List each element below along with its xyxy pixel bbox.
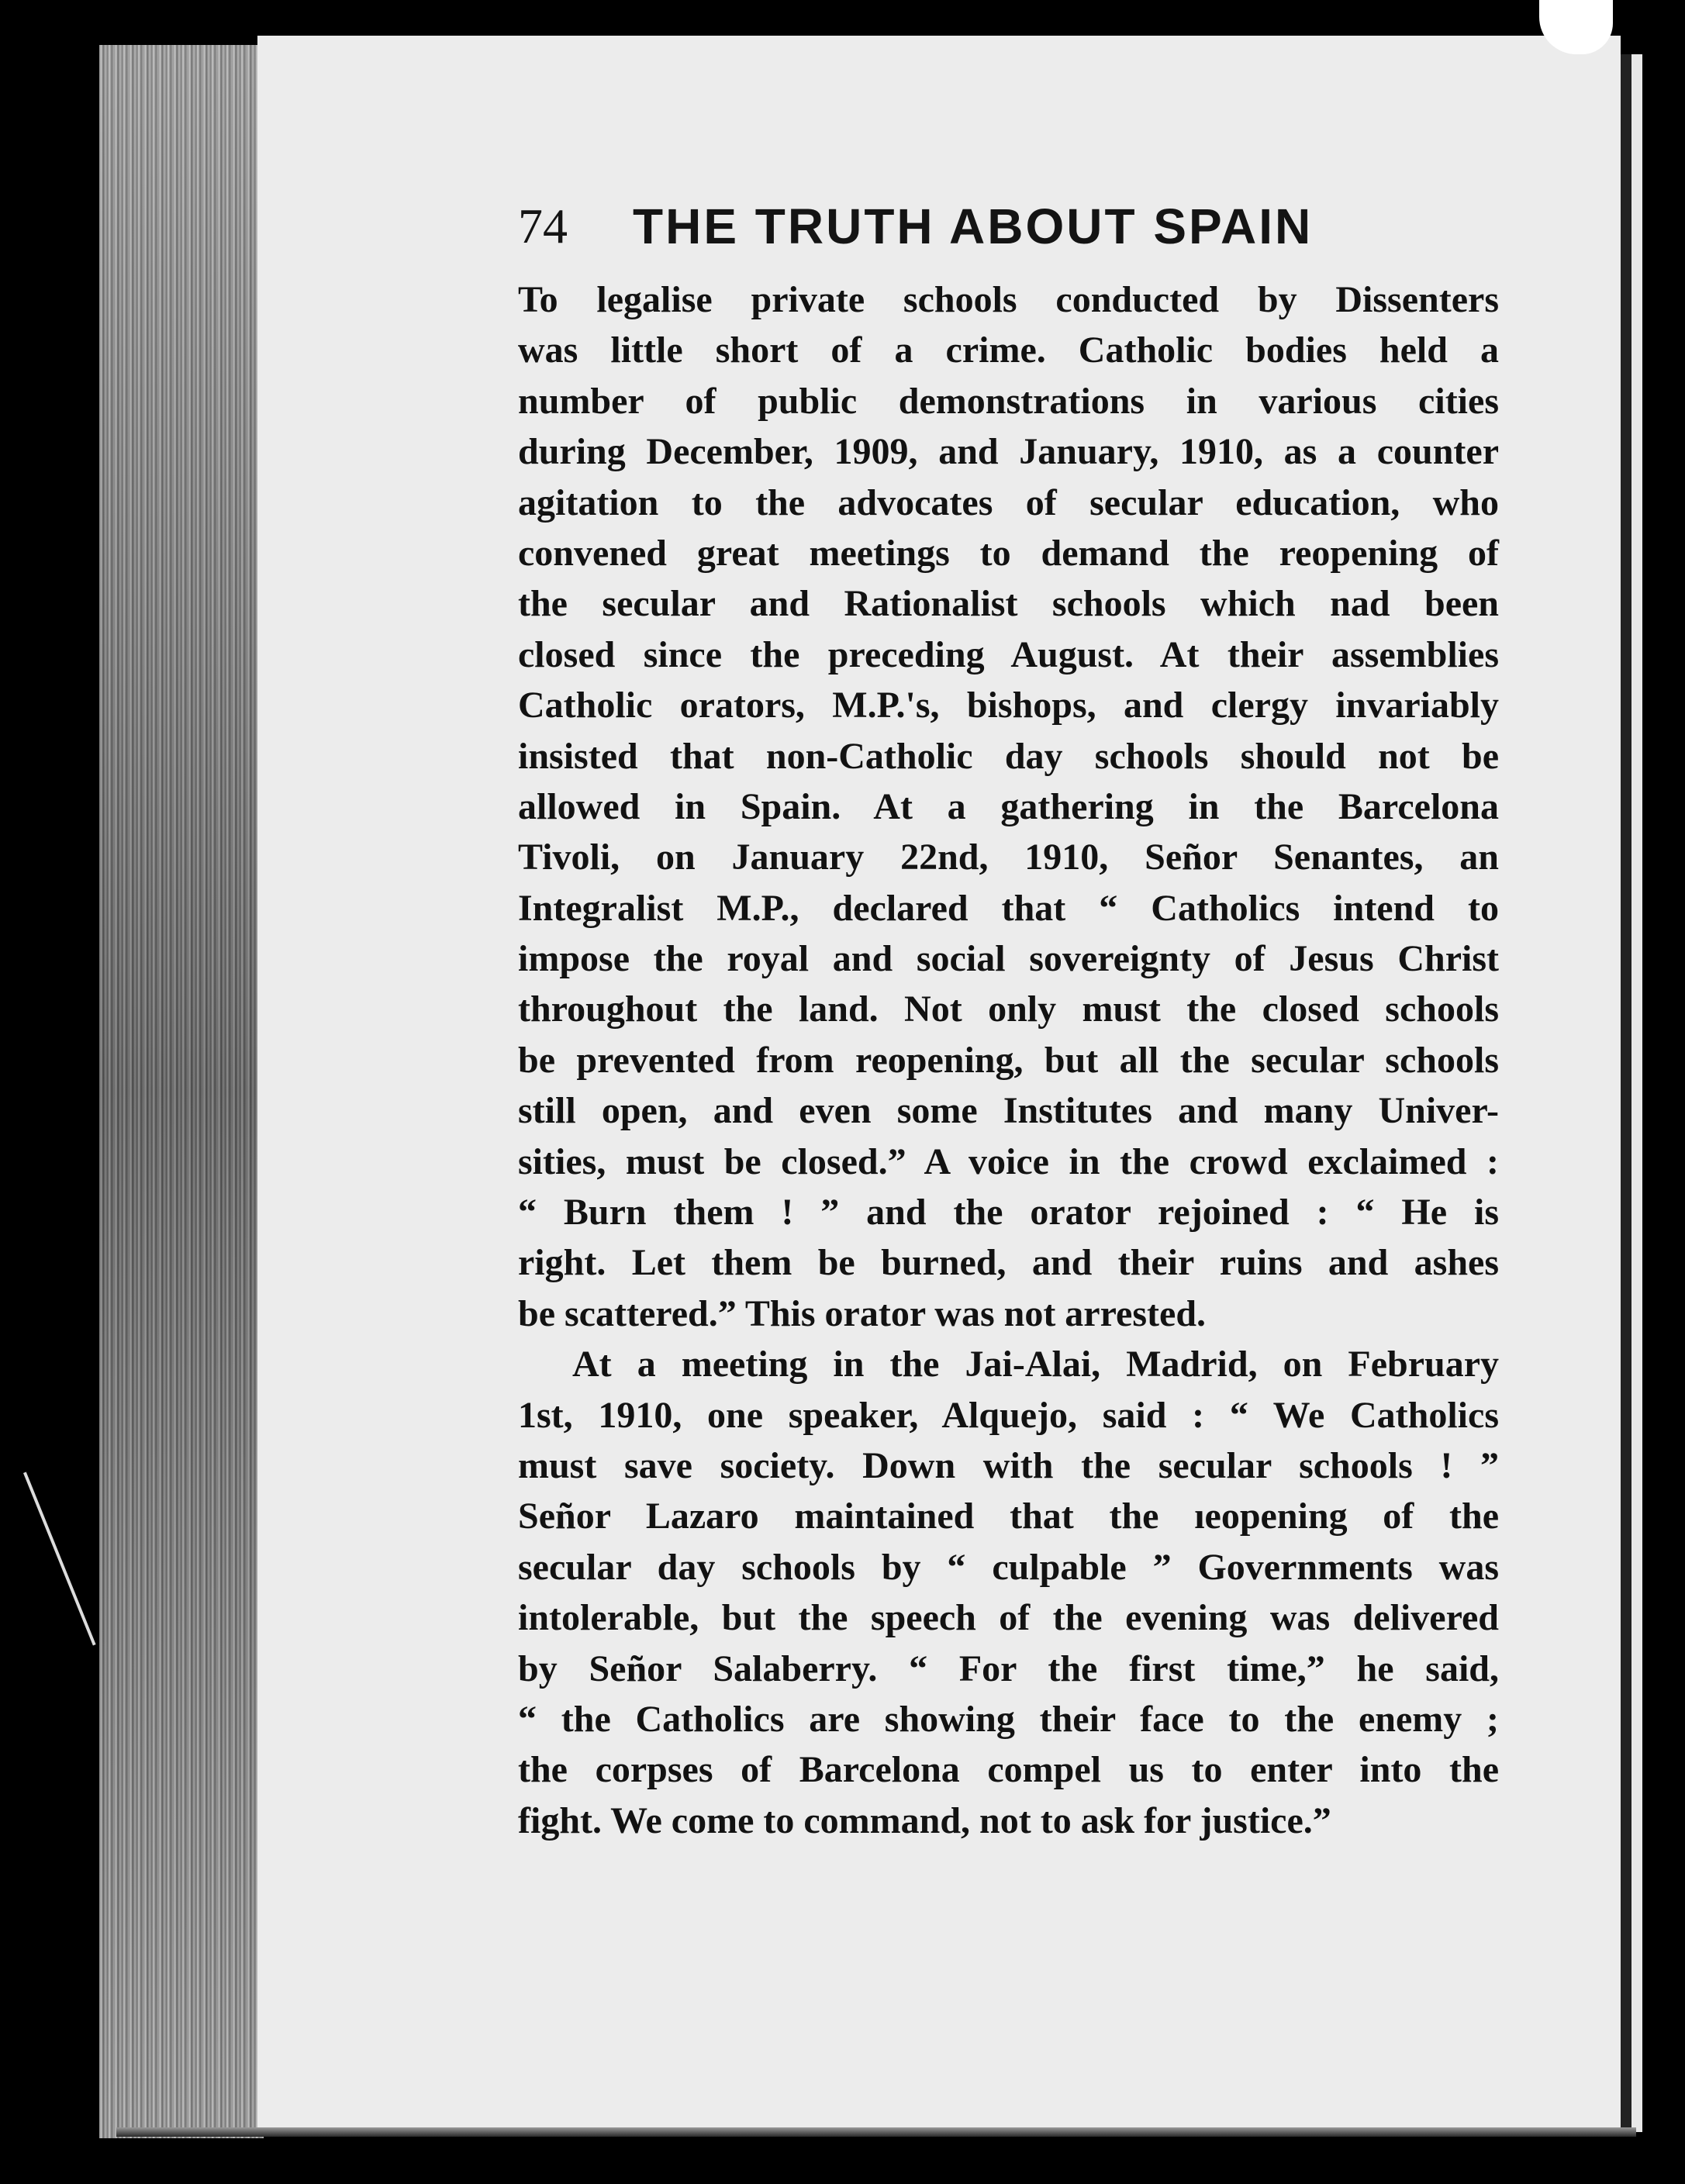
text-line: by Señor Salaberry. “ For the first time,” he said, — [518, 1647, 1499, 1689]
text-line: To legalise private schools conducted by Dissenters — [518, 279, 1499, 320]
text-line: be prevented from reopening, but all the secular schools — [518, 1039, 1499, 1081]
page-header — [518, 195, 1394, 257]
page-number: 74 — [518, 198, 568, 254]
text-line: impose the royal and social sovereignty of Jesus Christ — [518, 938, 1499, 980]
text-line: was little short of a crime. Catholic bodies held a — [518, 329, 1499, 371]
text-line: intolerable, but the speech of the evening was delivered — [518, 1597, 1499, 1639]
text-line: 1st, 1910, one speaker, Alquejo, said : “ We Catholics — [518, 1394, 1499, 1436]
text-line: throughout the land. Not only must the closed schools — [518, 988, 1499, 1030]
text-line: insisted that non-Catholic day schools should not be — [518, 735, 1499, 777]
right-page-edge — [1631, 54, 1642, 2132]
text-line: right. Let them be burned, and their ruins and ashes — [518, 1242, 1499, 1284]
body-text — [518, 274, 1499, 1846]
text-line: sities, must be closed.” A voice in the crowd exclaimed : — [518, 1140, 1499, 1182]
text-line: fight. We come to command, not to ask for justice.” — [518, 1799, 1331, 1841]
book-page-edges — [99, 45, 264, 2138]
text-line: agitation to the advocates of secular education, who — [518, 481, 1499, 523]
scan-margin-mark — [23, 1472, 96, 1646]
text-line: allowed in Spain. At a gathering in the Barcelona — [518, 785, 1499, 827]
text-line: “ Burn them ! ” and the orator rejoined : “ He is — [518, 1192, 1499, 1233]
bottom-page-edge — [116, 2127, 1636, 2137]
text-line: convened great meetings to demand the reopening of — [518, 532, 1499, 574]
text-line: secular day schools by “ culpable ” Governments was — [518, 1546, 1499, 1588]
text-line: At a meeting in the Jai-Alai, Madrid, on February — [572, 1344, 1499, 1385]
running-head-title: THE TRUTH ABOUT SPAIN — [633, 198, 1314, 254]
text-line: must save society. Down with the secular schools ! ” — [518, 1444, 1499, 1486]
text-line: the corpses of Barcelona compel us to enter into the — [518, 1749, 1499, 1791]
text-line: “ the Catholics are showing their face to the enemy ; — [518, 1698, 1499, 1740]
text-line: be scattered.” This orator was not arrested. — [518, 1292, 1207, 1334]
text-line: during December, 1909, and January, 1910, as a counter — [518, 431, 1499, 473]
right-page-edge-shadow — [1621, 54, 1631, 2132]
text-line: number of public demonstrations in various cities — [518, 380, 1499, 422]
text-line: still open, and even some Institutes and many Univer- — [518, 1090, 1499, 1132]
text-line: Señor Lazaro maintained that the ıeopening of the — [518, 1496, 1499, 1537]
text-line: Tivoli, on January 22nd, 1910, Señor Senantes, an — [518, 837, 1499, 878]
text-line: Integralist M.P., declared that “ Catholics intend to — [518, 887, 1499, 929]
text-line: Catholic orators, M.P.'s, bishops, and clergy invariably — [518, 685, 1499, 726]
text-line: closed since the preceding August. At their assemblies — [518, 633, 1499, 675]
text-line: the secular and Rationalist schools which nad been — [518, 583, 1499, 625]
